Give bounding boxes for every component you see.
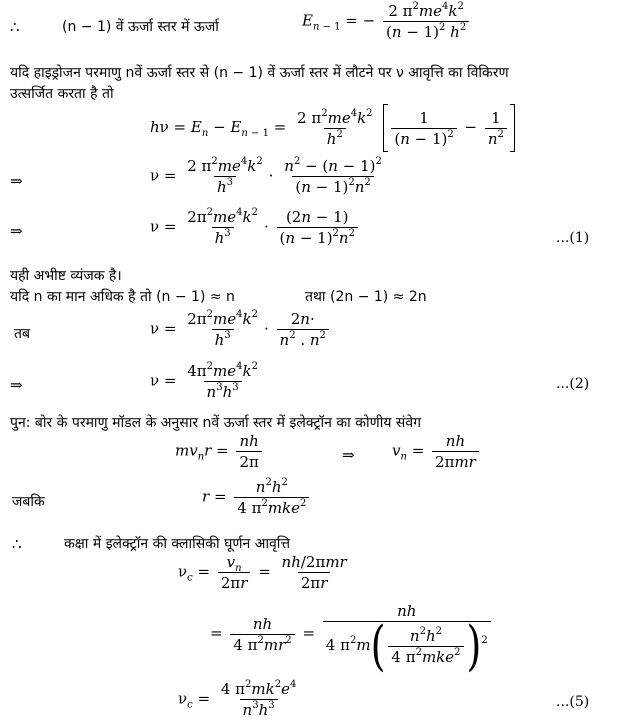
arrow-1: ⇒ <box>10 172 23 190</box>
equation-energy-n-1: $E_{n - 1}$ = − $\frac{2 \pi^2me^4k^2}{(n - 1)^2 h^2}$ <box>302 2 472 41</box>
equation-tag-2: ...(2) <box>556 376 590 392</box>
equation-velocity: $v_n$ = $\frac{nh}{\text{2πmr}}$ <box>392 432 482 471</box>
paragraph-large-n: यदि n का मान अधिक है तो (n − 1) ≈ n <box>10 289 235 305</box>
equation-angular-momentum: $mv_nr$ = $\frac{nh}{2\pi}$ <box>175 432 265 471</box>
equation-nu-2: ν = $\frac{2\pi^2me^4k^2}{h^3}$ · $\frac{(2n - 1)}{(n - 1)^2n^2}$ <box>150 208 361 247</box>
equation-nu-c-2: = $\frac{nh}{4 \pi^2mr^2}$ = nh 4 $\pi^2m$( $\frac{n^2h^2}{4 \pi^2mke^2}$ )$^2$ <box>210 602 494 666</box>
arrow-4: ⇒ <box>342 446 355 464</box>
paragraph-radiation-cont: उत्सर्जित करता है तो <box>10 86 114 102</box>
paragraph-required-expression: यही अभीष्ट व्यंजक है। <box>10 268 122 284</box>
equation-nu-c-1: $\nu_c$ = $\frac{v_n}{2\pi r}$ = $\frac{\text{nh/2πmr}}{2\pi r}$ <box>178 553 347 592</box>
equation-radius: r = $\frac{n^2h^2}{4 \pi^2mke^2}$ <box>202 478 312 517</box>
label-tab: तब <box>14 326 30 342</box>
therefore-symbol: ∴ <box>10 18 20 36</box>
equation-tag-1: ...(1) <box>556 230 590 246</box>
equation-nu-3: ν = $\frac{2\pi^2me^4k^2}{h^3}$ · $\frac{2n\cdot}{n^2 . n^2}$ <box>150 310 332 349</box>
paragraph-radiation: यदि हाइड्रोजन परमाणु nवें ऊर्जा स्तर से (n − 1) वें ऊर्जा स्तर में लौटने पर ν आवृत्ति का विकिरण <box>10 65 509 81</box>
arrow-3: ⇒ <box>10 376 23 394</box>
label-jabki: जबकि <box>12 494 45 510</box>
paragraph-classical-frequency: कक्षा में इलेक्ट्रॉन की क्लासिकी घूर्णन आवृत्ति <box>64 536 291 552</box>
equation-tag-5: ...(5) <box>556 694 590 710</box>
equation-nu-c-3: $\nu_c$ = $\frac{4 \pi^2mk^2e^4}{n^3h^3}$ <box>178 679 297 719</box>
equation-nu-4: ν = $\frac{4\pi^2me^4k^2}{n^3h^3}$ <box>150 361 258 401</box>
therefore-symbol-2: ∴ <box>12 535 22 553</box>
arrow-2: ⇒ <box>10 222 23 240</box>
energy-level-text: (n − 1) वें ऊर्जा स्तर में ऊर्जा <box>62 19 219 35</box>
equation-h-nu: $h\nu = E_n - E_{n - 1}$ = $\frac{2 \pi^2me^4k^2}{h^2}$ $\frac{1}{(n - 1)^2}$ − $\frac{1}{n^2}$ <box>150 104 515 152</box>
paragraph-bohr-model: पुन: बोर के परमाणु मॉडल के अनुसार nवें ऊर्जा स्तर में इलेक्ट्रॉन का कोणीय संवेग <box>10 415 422 431</box>
equation-nu-1: ν = $\frac{2 \pi^2me^4k^2}{h^3}$ · $\frac{n^2 - (n - 1)^2}{(n - 1)^2n^2}$ <box>150 156 382 196</box>
paragraph-large-n-approx: तथा (2n − 1) ≈ 2n <box>305 289 427 305</box>
